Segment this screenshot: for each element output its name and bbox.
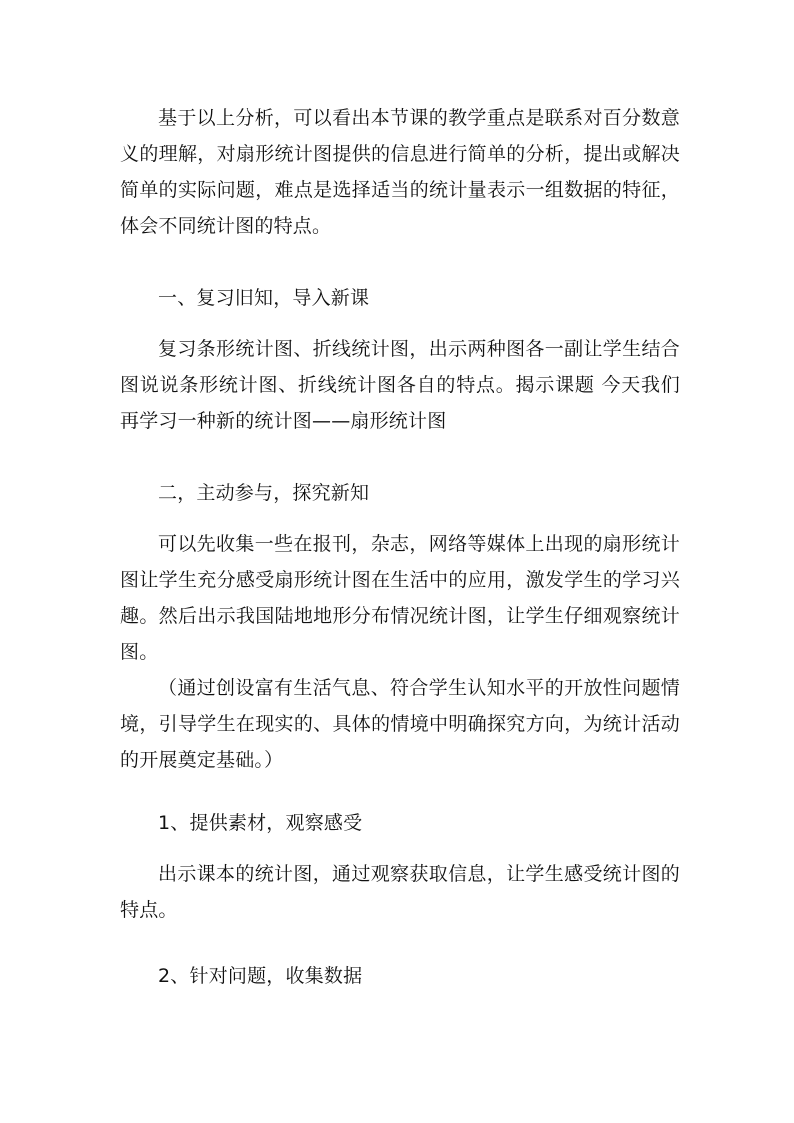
paragraph-review: 复习条形统计图、折线统计图，出示两种图各一副让学生结合图说说条形统计图、折线统计图各自的特点。揭示课题 今天我们再学习一种新的统计图——扇形统计图 [120,338,680,432]
heading-explore: 二，主动参与，探究新知 [158,482,370,504]
heading-step-1: 1、提供素材，观察感受 [158,812,363,834]
paragraph-analysis: 基于以上分析，可以看出本节课的教学重点是联系对百分数意义的理解，对扇形统计图提供的信息进行简单的分析，提出或解决简单的实际问题，难点是选择适当的统计量表示一组数据的特征，体会不同统计图的特点。 [120,107,680,237]
heading-step-2: 2、针对问题，收集数据 [158,965,363,987]
paragraph-collect: 可以先收集一些在报刊，杂志，网络等媒体上出现的扇形统计图让学生充分感受扇形统计图在生活中的应用，激发学生的学习兴趣。然后出示我国陆地地形分布情况统计图，让学生仔细观察统计图。 [120,533,680,663]
paragraph-note: （通过创设富有生活气息、符合学生认知水平的开放性问题情境，引导学生在现实的、具体的情境中明确探究方向，为统计活动的开展奠定基础。） [120,677,680,771]
heading-review: 一、复习旧知，导入新课 [158,287,370,309]
paragraph-step-1: 出示课本的统计图，通过观察获取信息，让学生感受统计图的特点。 [120,863,680,921]
